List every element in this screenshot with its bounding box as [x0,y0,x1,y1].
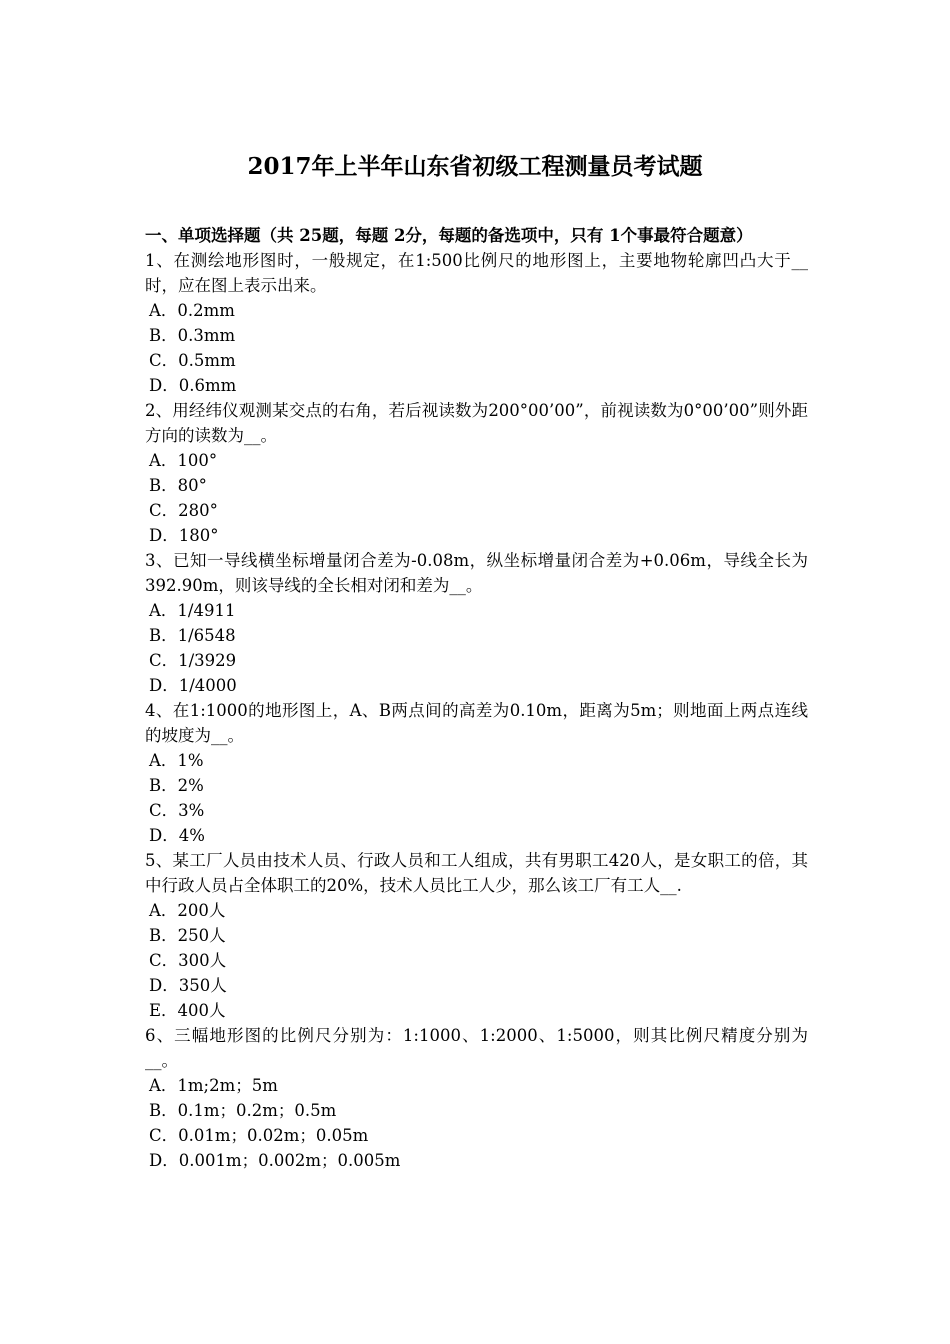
option-d: D．180° [149,526,219,545]
option-a: A．1m;2m；5m [149,1076,278,1095]
option-b: B．0.1m；0.2m；0.5m [149,1101,337,1120]
option-d: D．350人 [149,976,227,995]
option-d: D．4% [149,826,205,845]
question-text: 4、在1:1000的地形图上，A、B两点间的高差为0.10m，距离为5m；则地面上两点连线的坡度为__。 [145,701,808,745]
question-1 [145,248,808,398]
option-b: B．1/6548 [149,626,236,645]
option-a: A．200人 [149,901,226,920]
question-text: 5、某工厂人员由技术人员、行政人员和工人组成，共有男职工420人，是女职工的倍，其中行政人员占全体职工的20%，技术人员比工人少，那么该工厂有工人__. [145,851,808,895]
question-6 [145,1023,808,1173]
option-d: D．0.001m；0.002m；0.005m [149,1151,401,1170]
option-c: C．0.01m；0.02m；0.05m [149,1126,369,1145]
option-c: C．280° [149,501,218,520]
question-3 [145,548,808,698]
question-text: 1、在测绘地形图时，一般规定，在1:500比例尺的地形图上，主要地物轮廓凹凸大于__时，应在图上表示出来。 [145,251,808,295]
section-heading: 一、单项选择题（共 25题，每题 2分，每题的备选项中，只有 1个事最符合题意） [145,226,753,245]
option-a: A．1% [149,751,204,770]
option-c: C．3% [149,801,205,820]
option-c: C．1/3929 [149,651,237,670]
option-c: C．300人 [149,951,227,970]
option-a: A．100° [149,451,218,470]
question-2 [145,398,808,548]
option-d: D．1/4000 [149,676,237,695]
document-body [145,223,808,1173]
question-5 [145,848,808,1023]
question-text: 6、三幅地形图的比例尺分别为：1:1000、1:2000、1:5000，则其比例尺精度分别为__。 [145,1026,808,1070]
question-text: 3、已知一导线横坐标增量闭合差为-0.08m，纵坐标增量闭合差为+0.06m，导线全长为392.90m，则该导线的全长相对闭和差为__。 [145,551,808,595]
option-b: B．80° [149,476,207,495]
option-e: E．400人 [149,1001,226,1020]
option-a: A．1/4911 [149,601,236,620]
document-title: 2017年上半年山东省初级工程测量员考试题 [247,153,703,180]
option-b: B．250人 [149,926,226,945]
option-c: C．0.5mm [149,351,236,370]
option-b: B．0.3mm [149,326,236,345]
option-d: D．0.6mm [149,376,237,395]
question-4 [145,698,808,848]
question-text: 2、用经纬仪观测某交点的右角，若后视读数为200°00’00”，前视读数为0°00’00”则外距方向的读数为__。 [145,401,808,445]
option-a: A．0.2mm [149,301,235,320]
option-b: B．2% [149,776,204,795]
